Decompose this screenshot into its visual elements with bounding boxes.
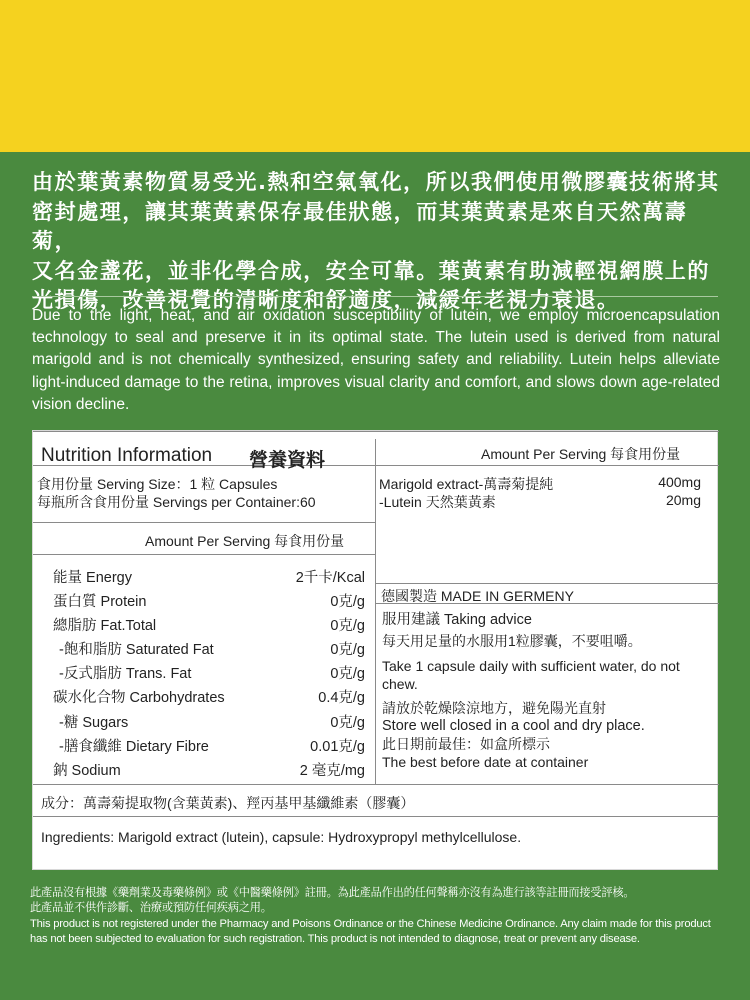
serving-rule [33,522,375,523]
best-before-en: The best before date at container [382,754,589,770]
nutrient-value: 0克/g [330,594,365,610]
origin-label: 德國製造 MADE IN GERMENY [381,588,574,604]
active-label: Marigold extract-萬壽菊提純 [379,476,554,492]
nutrient-label: 碳水化合物 Carbohydrates [53,690,225,706]
advice-zh: 每天用足量的水服用1粒膠囊，不要咀嚼。 [382,633,642,649]
nutrient-label: 蛋白質 Protein [53,594,147,610]
nutrient-label: -飽和脂肪 Saturated Fat [59,642,214,658]
active-value: 400mg [658,474,701,490]
disclaimer-zh-2: 此產品並不供作診斷、治療或預防任何疾病之用。 [30,902,272,915]
active-value: 20mg [665,492,701,508]
top-color-band [0,0,750,152]
nutrient-value: 0克/g [330,666,365,682]
nutrient-value: 0克/g [330,642,365,658]
storage-zh: 請放於乾燥陰涼地方，避免陽光直射 [382,700,606,716]
nutrient-label: -反式脂肪 Trans. Fat [59,666,192,682]
nutrient-value: 0克/g [330,618,365,634]
nutrient-value: 0.4克/g [318,690,365,706]
servings-per-container: 每瓶所含食用份量 Servings per Container:60 [37,494,316,510]
nutrient-value: 2千卡/Kcal [295,570,365,586]
nutrient-value: 2 毫克/mg [299,763,365,779]
nutrient-label: 鈉 Sodium [53,763,121,779]
actives-rule [376,583,719,584]
ingredients-zh: 成分：萬壽菊提取物(含葉黃素)、羥丙基甲基纖維素（膠囊） [41,795,415,811]
nutrient-value: 0.01克/g [310,739,365,755]
active-label: -Lutein 天然葉黃素 [379,494,496,510]
column-divider [375,439,376,784]
table-bottom-rule [33,784,719,785]
advice-section [382,611,702,771]
disclaimer [30,886,720,947]
nutrition-title: Nutrition Information [41,445,213,466]
intro-chinese: 由於葉黃素物質易受光.熱和空氣氧化，所以我們使用微膠囊技術將其 密封處理，讓其葉黃素保存最佳狀態，而其葉黃素是來自天然萬壽菊， 又名金盞花，並非化學合成，安全可靠。葉黃素有助減輕視網膜上的 光損傷，改善視覺的清晰度和舒適度，減緩年老視力衰退。 [32,170,720,312]
intro-english: Due to the light, heat, and air oxidation susceptibility of lutein, we employ microencapsulation technology to seal and preserve it in its optimal state. The lutein used is derived from natural marigold and is not chemically synthesized, ensuring safety and reliability. Lutein helps alleviate light-induced damage to the retina, improves visual clarity and comfort, and slows down age-related vision decline. [32,307,720,413]
amount-header-left: Amount Per Serving 每食用份量 [145,533,345,549]
best-before-zh: 此日期前最佳：如盒所標示 [382,736,550,752]
nutrition-card [32,430,718,870]
disclaimer-en: This product is not registered under the Pharmacy and Poisons Ordinance or the Chinese Medicine Ordinance. Any claim made for this product has not been subjected to evaluation for such registration. This product is not intended to diagnose, treat or prevent any disease. [30,917,711,945]
card-border-top [33,431,719,432]
nutrient-label: 總脂肪 Fat.Total [53,618,157,634]
amount-rule [33,554,375,555]
nutrition-title-zh: 營養資料 [249,450,326,471]
advice-title: 服用建議 Taking advice [382,612,532,628]
advice-en: Take 1 capsule daily with sufficient water, do not chew. [382,658,680,692]
serving-size: 食用份量 Serving Size：1 粒 Capsules [37,476,278,492]
disclaimer-zh-1: 此產品沒有根據《藥劑業及毒藥條例》或《中醫藥條例》註冊。為此產品作出的任何聲稱亦沒有為進行該等註冊而接受評核。 [30,887,635,899]
nutrient-value: 0克/g [330,715,365,731]
nutrient-label: -糖 Sugars [59,715,129,731]
ingredients-rule [33,816,719,817]
nutrient-label: 能量 Energy [53,570,132,586]
ingredients-en: Ingredients: Marigold extract (lutein), capsule: Hydroxypropyl methylcellulose. [41,829,522,845]
intro-divider [32,296,718,297]
amount-header-right: Amount Per Serving 每食用份量 [481,446,681,462]
nutrient-label: -膳食纖維 Dietary Fibre [59,739,209,755]
storage-en: Store well closed in a cool and dry place. [382,718,645,734]
